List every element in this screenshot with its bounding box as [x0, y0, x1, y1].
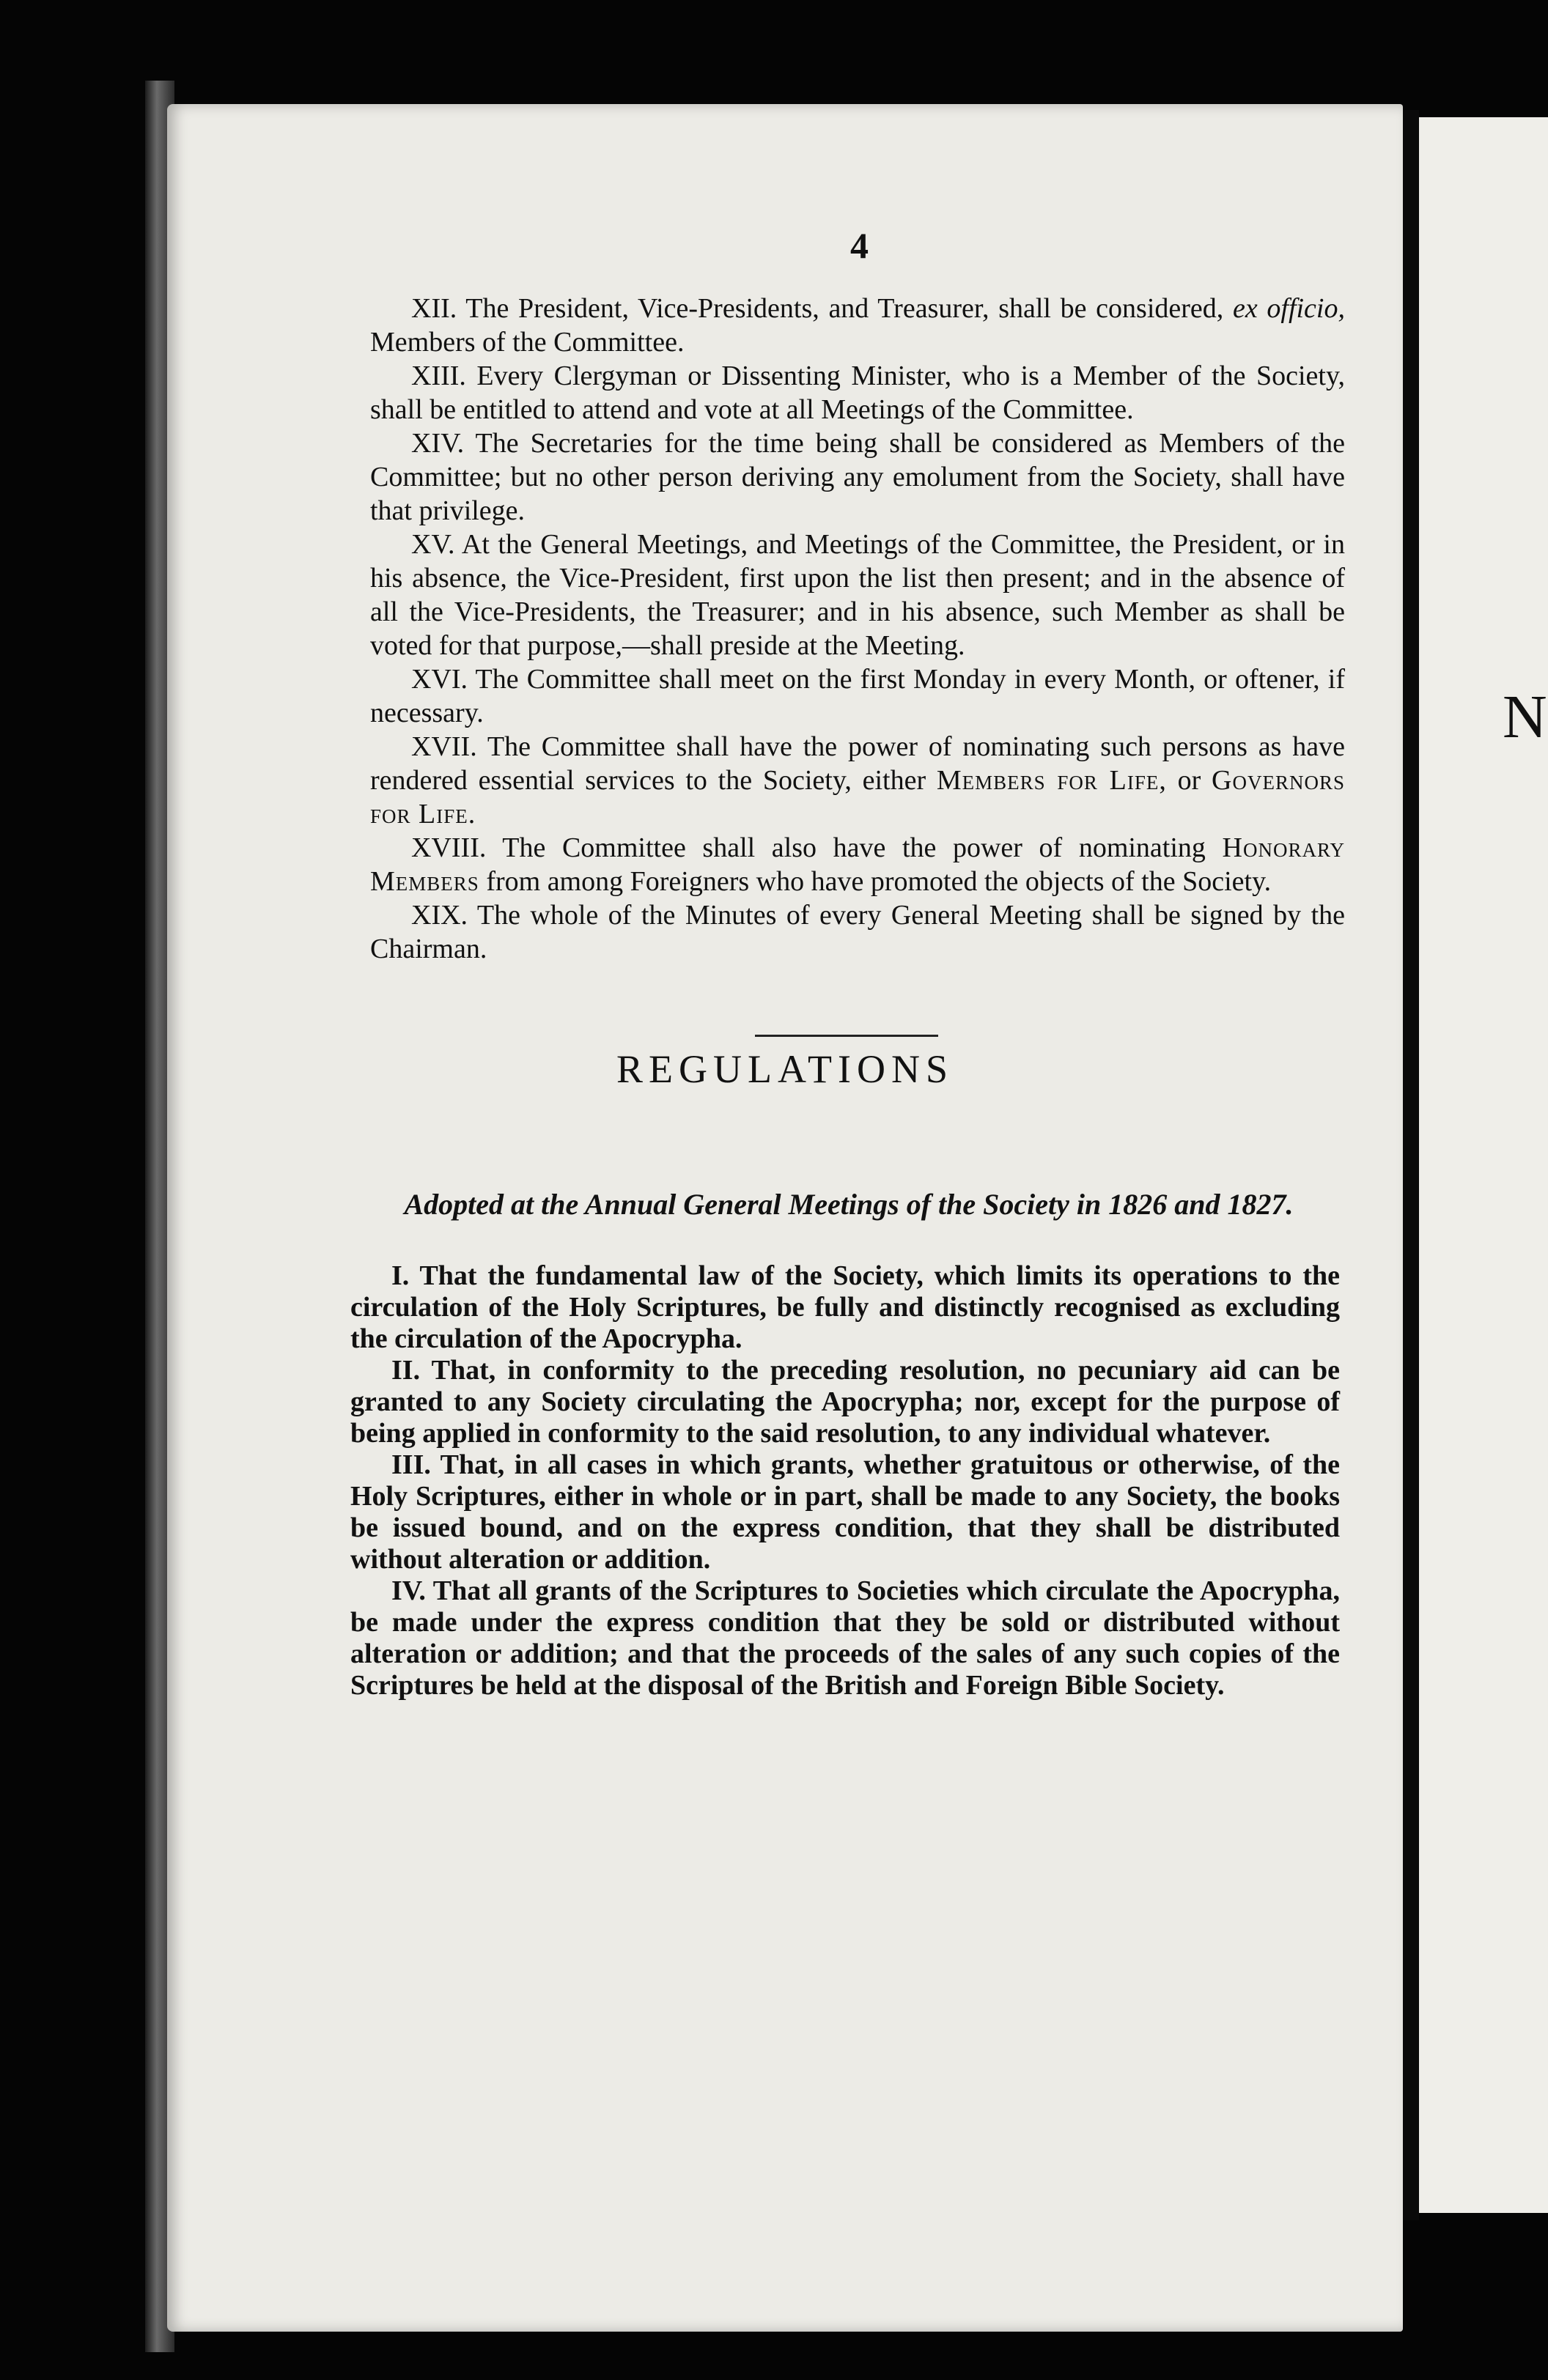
article-number: XV.	[411, 529, 455, 560]
article-text: The President, Vice-Presidents, and Treasurer, shall be considered,	[465, 293, 1233, 324]
regulation	[350, 1355, 1340, 1449]
article-number: XIII.	[411, 361, 466, 391]
article	[370, 528, 1345, 662]
regulation-number: IV.	[391, 1575, 426, 1606]
gutter	[1403, 110, 1419, 2220]
article-number: XII.	[411, 293, 457, 324]
regulation	[350, 1260, 1340, 1355]
article	[370, 730, 1345, 831]
article-text: The Committee shall meet on the first Monday in every Month, or oftener, if necessary.	[370, 664, 1345, 728]
regulations-heading: REGULATIONS	[616, 1047, 954, 1091]
regulation-text: That all grants of the Scriptures to Societies which circulate the Apocrypha, be made under the express condition that they be sold or distributed without alteration or addition; and that the proceeds of the sales of any such copies of the Scriptures be held at the disposal of the British and Foreign Bible Society.	[350, 1575, 1340, 1701]
article-number: XVII.	[411, 731, 477, 762]
article	[370, 292, 1345, 359]
article-text: The Secretaries for the time being shall be considered as Members of the Committee; but no other person deriving any emolument from the Society, shall have that privilege.	[370, 428, 1345, 526]
right-page	[1419, 117, 1548, 2213]
right-page-large-letter: N	[1503, 683, 1547, 751]
regulation-text: That, in conformity to the preceding resolution, no pecuniary aid can be granted to any Society circulating the Apocrypha; nor, except for the purpose of being applied in conformity to the said resolution, to any individual whatever.	[350, 1355, 1340, 1449]
article-text: Every Clergyman or Dissenting Minister, who is a Member of the Society, shall be entitled to attend and vote at all Meetings of the Committee.	[370, 361, 1345, 425]
article-text: or	[1166, 765, 1212, 796]
page-number: 4	[850, 225, 870, 266]
article-text: The Committee shall have the power of nominating such persons as have rendered essential services to the Society, either	[370, 731, 1345, 796]
regulation	[350, 1449, 1340, 1575]
regulation-text: That, in all cases in which grants, whether gratuitous or otherwise, of the Holy Scriptures, either in whole or in part, shall be made to any Society, the books be issued bound, and on the express condition, that they shall be distributed without alteration or addition.	[350, 1449, 1340, 1575]
article-text: from among Foreigners who have promoted the objects of the Society.	[479, 866, 1272, 897]
article-number: XIX.	[411, 900, 468, 931]
regulation-text: That the fundamental law of the Society, which limits its operations to the circulation of the Holy Scriptures, be fully and distinctly recognised as excluding the circulation of the Apocrypha.	[350, 1260, 1340, 1354]
article-italic: ex officio,	[1232, 293, 1345, 324]
article	[370, 831, 1345, 898]
regulations-subheading: Adopted at the Annual General Meetings of the Society in 1826 and 1827.	[404, 1188, 1294, 1221]
article-text: The whole of the Minutes of every General Meeting shall be signed by the Chairman.	[370, 900, 1345, 964]
article-text: Members of the Committee.	[370, 327, 685, 358]
article	[370, 662, 1345, 730]
regulation-number: III.	[391, 1449, 431, 1480]
article-number: XVIII.	[411, 832, 487, 863]
article-number: XIV.	[411, 428, 465, 459]
article-text: The Committee shall also have the power of nominating	[502, 832, 1223, 863]
article-smallcaps: Honorary Members	[370, 832, 1345, 897]
section-divider	[755, 1035, 938, 1037]
article-smallcaps: Governors for Life.	[370, 765, 1345, 829]
article	[370, 898, 1345, 966]
regulation	[350, 1575, 1340, 1701]
article	[370, 426, 1345, 528]
article-text: At the General Meetings, and Meetings of the Committee, the President, or in his absence, the Vice-President, first upon the list then present; and in the absence of all the Vice-Presidents, the Treasurer; and in his absence, such Member as shall be voted for that purpose,—shall preside at the Meeting.	[370, 529, 1345, 661]
article-number: XVI.	[411, 664, 468, 695]
regulations-block	[350, 1260, 1340, 1701]
regulation-number: II.	[391, 1355, 421, 1386]
article	[370, 359, 1345, 426]
regulation-number: I.	[391, 1260, 410, 1291]
articles-block	[370, 292, 1345, 966]
article-smallcaps: Members for Life,	[936, 765, 1167, 796]
